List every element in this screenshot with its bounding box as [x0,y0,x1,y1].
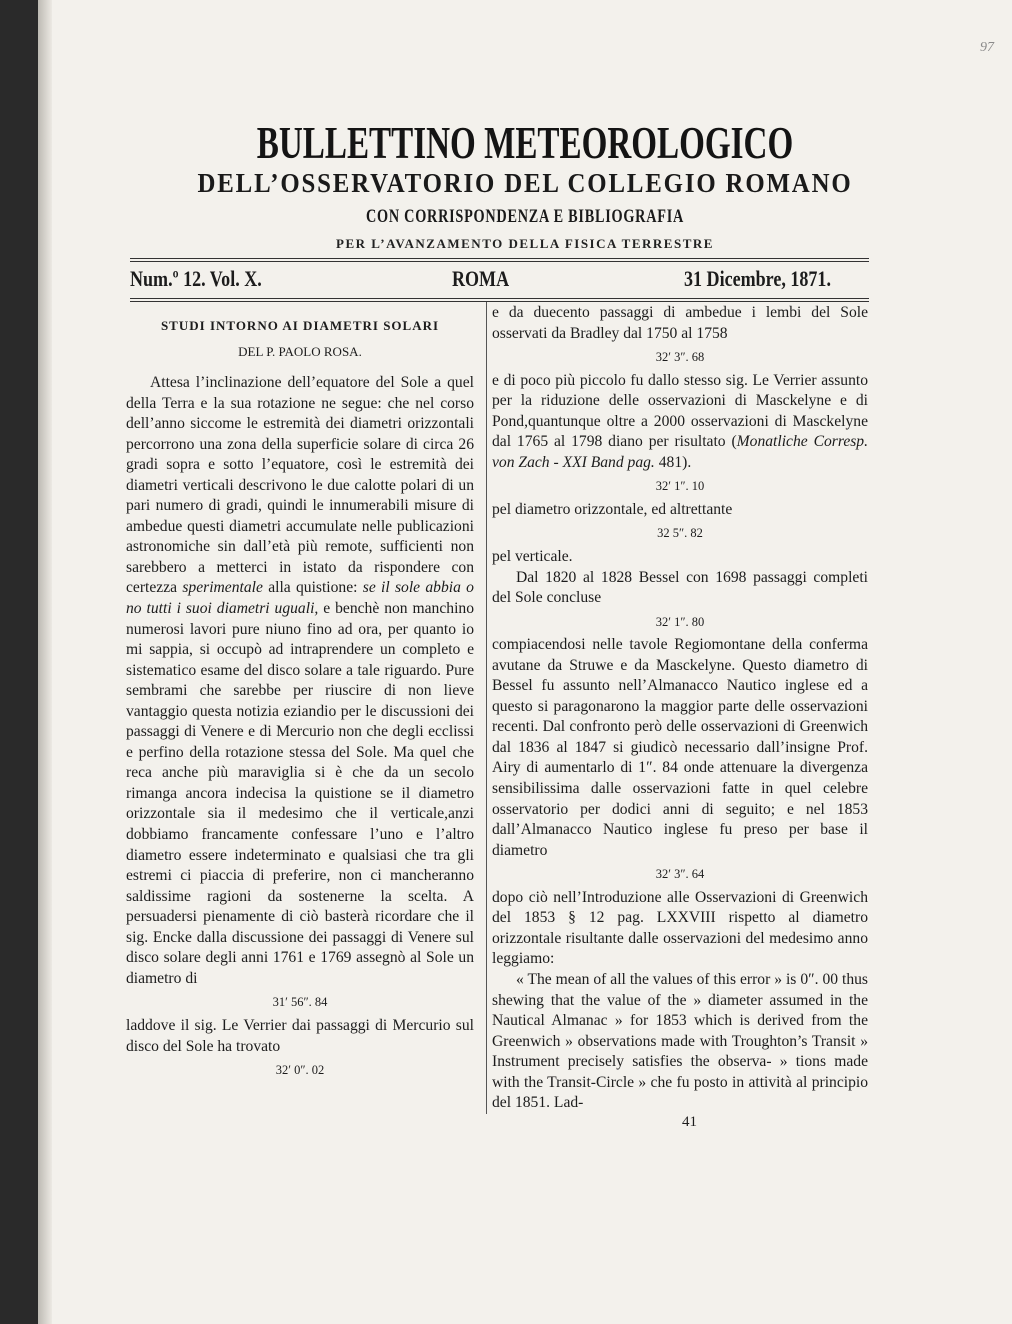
masthead-rule-2 [130,301,869,302]
article-byline: DEL P. PAOLO ROSA. [238,344,362,359]
paragraph: pel verticale. [492,548,573,566]
paragraph: dopo ciò nell’Introduzione alle Osservazioni di Greenwich del 1853 § 12 pag. LXXVIII rispetto al diametro orizzontale risultante dalle osservazioni del medesimo anno leggiamo: [492,888,868,968]
column-divider [486,302,487,1114]
masthead [130,266,869,294]
formula: 32′ 3″. 68 [655,350,705,365]
journal-title: BULLETTINO METEOROLOGICO [256,117,794,168]
formula: 32′ 3″. 64 [655,867,705,882]
paragraph: e da duecento passaggi di ambedue i lembi del Sole osservati da Bradley dal 1750 al 1758 [492,304,868,342]
masthead-rule [130,298,869,299]
top-rule [130,258,869,259]
top-rule-2 [130,261,869,262]
article-title: STUDI INTORNO AI DIAMETRI SOLARI [160,318,440,333]
journal-line3: CON CORRISPONDENZA E BIBLIOGRAFIA [365,206,685,227]
margin-note: 97 [980,40,994,55]
city: ROMA [452,266,510,291]
journal-line4: PER L’AVANZAMENTO DELLA FISICA TERRESTRE [336,236,714,251]
right-column [492,303,868,1114]
page-spine-shadow [38,0,52,1324]
paragraph: compiacendosi nelle tavole Regiomontane della conferma avutane da Struwe e da Masckelyne. Questo diametro di Bessel fu assunto nell’Almanacco Nautico inglese ed a questo si paragonarono la maggior parte delle osservazioni recenti. Dal confronto però delle osservazioni di Greenwich dal 1836 al 1847 si giudicò necessario dall’insigne Prof. Airy di aumentarlo di 1″. 84 onde attenuare la divergenza sensibilissima dalle osservazioni fatte in quel celebre osservatorio per dodici anni di seguito; e nel 1853 dall’Almanacco Nautico inglese fu preso per base il diametro [492,636,868,859]
issue-number: Num.º 12. Vol. X. [130,266,262,291]
quotation: « The mean of all the values of this error » is 0″. 00 thus shewing that the value of the » diameter assumed in the Nautical Almanac » for 1853 which is derived from the Greenwich » observations made with Troughton’s Transit » Instrument precisely satisfies the observa- » tions made with the Transit-Circle » che fu posto in attività al principio del 1851. Lad- [492,970,868,1112]
formula: 32′ 1″. 80 [655,614,705,629]
page-number: 41 [682,1114,697,1130]
document-page [38,0,1012,1324]
paragraph: Dal 1820 al 1828 Bessel con 1698 passaggi completi del Sole concluse [492,568,868,607]
paragraph: pel diametro orizzontale, ed altrettante [492,500,733,518]
formula: 32′ 0″. 02 [275,1063,325,1078]
issue-date: 31 Dicembre, 1871. [684,266,831,291]
paragraph: laddove il sig. Le Verrier dai passaggi di Mercurio sul disco del Sole ha trovato [126,1016,474,1055]
paragraph: e di poco più piccolo fu dallo stesso sig. Le Verrier assunto per la riduzione delle osservazioni di Masckelyne e di Pond,quantunque oltre a 2000 osservazioni di Masckelyne dal 1765 al 1798 diano per risultato (Monatliche Corresp. von Zach - XXI Band pag. 481). [492,371,869,471]
formula: 32′ 1″. 10 [655,479,705,494]
formula: 32 5″. 82 [657,526,703,541]
formula: 31′ 56″. 84 [272,995,328,1010]
paragraph: Attesa l’inclinazione dell’equatore del Sole a quel della Terra e la sua rotazione ne segue: che nel corso dell’anno siccome le estremità dei diametri orizzontali percorrono una zona della superficie solare di circa 26 gradi sopra e sotto l’equatore, così le estremità dei diametri verticali descrivono le due calotte polari di un pari numero di gradi, quindi le innumerabili misure di ambedue questi diametri accumulate nelle publicazioni astronomiche sin dall’età più remote, sufficienti non sarebbero a metterci in istato da rispondere con certezza sperimentale alla quistione: se il sole abbia o no tutti i suoi diametri uguali, e benchè non manchino numerosi lavori pure niuno fino ad ora, per quanto io mi sappia, si occupò ad intraprendere un completo e sistematico esame del disco solare a tale riguardo. Pure sembrami che sarebbe per riuscire di non lieve vantaggio questa notizia eziandio per le discussioni dei passaggi di Venere e di Mercurio non che degli ecclissi e perfino della rotazione stessa del Sole. Ma quel che reca anche più maraviglia si è che da un secolo rimanga ancora indecisa la quistione se il diametro orizzontale sia il medesimo che il verticale,anzi dobbiamo francamente confessare l’uno e l’altro diametro essere indeterminato e qualsiasi che tra gli estremi ci piaccia di preferire, non ci mancheranno saldissime ragioni da sostenerne la scelta. A persuadersi pienamente di ciò basterà ricordare che il sig. Encke dalla discussione dei passaggi di Venere sul disco solare degli anni 1761 e 1769 assegnò al Sole un diametro di [126,374,475,987]
left-column [126,316,474,1084]
journal-subtitle: DELL’OSSERVATORIO DEL COLLEGIO ROMANO [197,168,853,198]
